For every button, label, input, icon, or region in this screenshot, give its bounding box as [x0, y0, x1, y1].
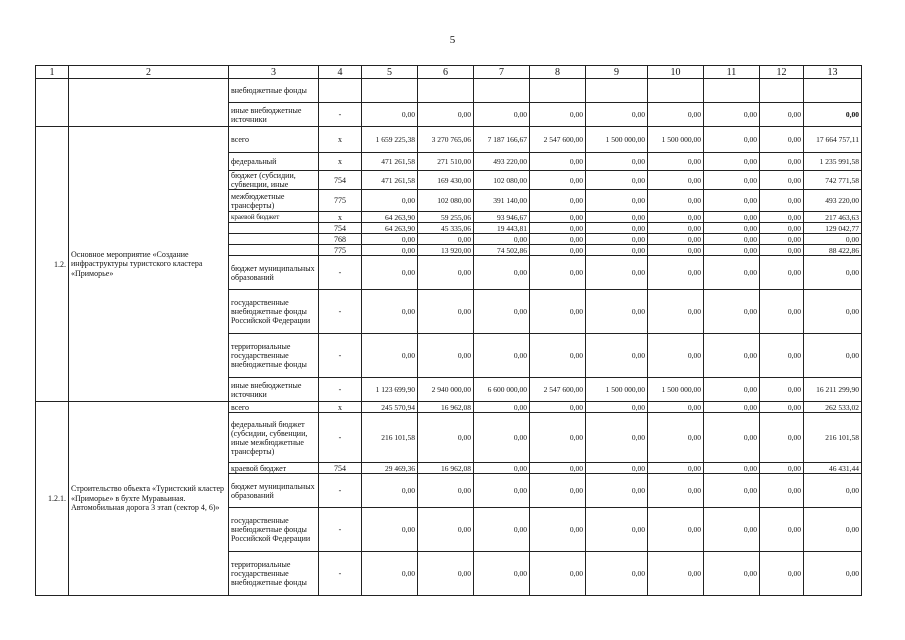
amount-cell: 471 261,58: [362, 171, 418, 190]
amount-cell: 271 510,00: [418, 153, 474, 171]
amount-cell: 216 101,58: [362, 413, 418, 463]
amount-cell: 0,00: [530, 190, 586, 212]
measure-index: 1.2.: [36, 127, 69, 402]
amount-cell: 0,00: [586, 256, 648, 290]
amount-cell: 88 422,86: [804, 245, 862, 256]
amount-cell: 0,00: [648, 413, 704, 463]
amount-cell: 0,00: [362, 190, 418, 212]
amount-cell: 0,00: [704, 127, 760, 153]
amount-cell: 0,00: [704, 223, 760, 234]
measure-name: Строительство объекта «Туристский кластер «Приморье» в бухте Муравьиная. Автомобильная дорога 3 этап (сектор 4, 6)»: [69, 402, 229, 596]
amount-cell: 0,00: [648, 402, 704, 413]
amount-cell: [704, 79, 760, 103]
header-row: [36, 66, 862, 79]
amount-cell: 17 664 757,11: [804, 127, 862, 153]
amount-cell: 0,00: [704, 212, 760, 223]
amount-cell: 2 547 600,00: [530, 127, 586, 153]
amount-cell: 0,00: [804, 552, 862, 596]
amount-cell: 0,00: [760, 245, 804, 256]
amount-cell: 0,00: [474, 413, 530, 463]
amount-cell: 0,00: [704, 153, 760, 171]
amount-cell: 0,00: [648, 508, 704, 552]
amount-cell: 0,00: [648, 463, 704, 474]
amount-cell: 2 547 600,00: [530, 378, 586, 402]
amount-cell: 64 263,90: [362, 212, 418, 223]
funding-source: территориальные государственные внебюджетные фонды: [229, 334, 319, 378]
amount-cell: 0,00: [704, 413, 760, 463]
blank-name-cell: [69, 79, 229, 127]
amount-cell: 0,00: [704, 103, 760, 127]
amount-cell: 0,00: [530, 290, 586, 334]
amount-cell: 0,00: [362, 256, 418, 290]
amount-cell: 0,00: [648, 234, 704, 245]
amount-cell: 0,00: [530, 153, 586, 171]
amount-cell: 0,00: [530, 245, 586, 256]
amount-cell: 0,00: [760, 103, 804, 127]
amount-cell: 493 220,00: [474, 153, 530, 171]
amount-cell: 0,00: [586, 212, 648, 223]
budget-code: -: [319, 378, 362, 402]
amount-cell: 0,00: [760, 223, 804, 234]
funding-source: федеральный: [229, 153, 319, 171]
budget-code: [319, 79, 362, 103]
amount-cell: 0,00: [760, 463, 804, 474]
funding-source: бюджет муниципальных образований: [229, 256, 319, 290]
amount-cell: 0,00: [648, 171, 704, 190]
amount-cell: 0,00: [586, 190, 648, 212]
budget-code: 754: [319, 463, 362, 474]
amount-cell: 64 263,90: [362, 223, 418, 234]
blank-index-cell: [36, 79, 69, 127]
amount-cell: 0,00: [586, 171, 648, 190]
amount-cell: 16 962,08: [418, 463, 474, 474]
table-row: [36, 127, 862, 153]
amount-cell: 0,00: [586, 474, 648, 508]
amount-cell: 0,00: [704, 234, 760, 245]
page-number: 5: [449, 34, 456, 46]
amount-cell: 0,00: [418, 508, 474, 552]
amount-cell: 1 500 000,00: [586, 127, 648, 153]
amount-cell: 0,00: [586, 413, 648, 463]
amount-cell: 1 500 000,00: [648, 378, 704, 402]
amount-cell: 0,00: [586, 552, 648, 596]
amount-cell: 216 101,58: [804, 413, 862, 463]
budget-code: -: [319, 334, 362, 378]
funding-source: иные внебюджетные источники: [229, 103, 319, 127]
amount-cell: 0,00: [648, 256, 704, 290]
column-header-7: 7: [474, 66, 530, 79]
amount-cell: 0,00: [530, 256, 586, 290]
column-header-4: 4: [319, 66, 362, 79]
amount-cell: 0,00: [474, 256, 530, 290]
amount-cell: 0,00: [704, 256, 760, 290]
column-header-8: 8: [530, 66, 586, 79]
amount-cell: [648, 79, 704, 103]
amount-cell: 1 659 225,38: [362, 127, 418, 153]
funding-source: иные внебюджетные источники: [229, 378, 319, 402]
amount-cell: 0,00: [648, 190, 704, 212]
funding-source: краевой бюджет: [229, 212, 319, 223]
amount-cell: 0,00: [418, 290, 474, 334]
table-row: [36, 402, 862, 413]
amount-cell: 0,00: [586, 508, 648, 552]
amount-cell: 0,00: [704, 463, 760, 474]
amount-cell: 0,00: [474, 552, 530, 596]
amount-cell: 0,00: [362, 508, 418, 552]
amount-cell: 0,00: [704, 402, 760, 413]
amount-cell: 0,00: [530, 334, 586, 378]
amount-cell: 0,00: [760, 413, 804, 463]
amount-cell: 493 220,00: [804, 190, 862, 212]
amount-cell: 0,00: [648, 290, 704, 334]
amount-cell: 0,00: [804, 103, 862, 127]
budget-code: -: [319, 256, 362, 290]
amount-cell: 0,00: [474, 463, 530, 474]
amount-cell: 0,00: [648, 103, 704, 127]
amount-cell: 0,00: [760, 474, 804, 508]
funding-source: [229, 245, 319, 256]
amount-cell: 0,00: [804, 256, 862, 290]
measure-name: Основное мероприятие «Создание инфраструктуры туристского кластера «Приморье»: [69, 127, 229, 402]
amount-cell: 0,00: [648, 474, 704, 508]
amount-cell: 0,00: [760, 127, 804, 153]
amount-cell: 3 270 765,06: [418, 127, 474, 153]
funding-source: внебюджетные фонды: [229, 79, 319, 103]
amount-cell: 0,00: [362, 474, 418, 508]
column-header-10: 10: [648, 66, 704, 79]
amount-cell: 6 600 000,00: [474, 378, 530, 402]
column-header-2: 2: [69, 66, 229, 79]
amount-cell: 0,00: [474, 402, 530, 413]
column-header-1: 1: [36, 66, 69, 79]
amount-cell: 0,00: [530, 234, 586, 245]
amount-cell: 0,00: [586, 103, 648, 127]
amount-cell: 0,00: [530, 223, 586, 234]
amount-cell: 45 335,06: [418, 223, 474, 234]
amount-cell: 0,00: [586, 463, 648, 474]
amount-cell: 0,00: [418, 413, 474, 463]
budget-code: -: [319, 508, 362, 552]
amount-cell: 1 500 000,00: [648, 127, 704, 153]
amount-cell: 0,00: [586, 153, 648, 171]
budget-code: -: [319, 552, 362, 596]
amount-cell: 1 123 699,90: [362, 378, 418, 402]
budget-code: х: [319, 127, 362, 153]
budget-code: -: [319, 103, 362, 127]
column-header-3: 3: [229, 66, 319, 79]
amount-cell: 0,00: [704, 552, 760, 596]
amount-cell: 0,00: [760, 212, 804, 223]
funding-source: всего: [229, 402, 319, 413]
amount-cell: 74 502,86: [474, 245, 530, 256]
amount-cell: 0,00: [804, 234, 862, 245]
funding-source: государственные внебюджетные фонды Российской Федерации: [229, 508, 319, 552]
amount-cell: [474, 79, 530, 103]
amount-cell: 0,00: [418, 552, 474, 596]
budget-code: х: [319, 212, 362, 223]
budget-code: 775: [319, 245, 362, 256]
budget-code: 754: [319, 171, 362, 190]
amount-cell: 0,00: [530, 212, 586, 223]
funding-source: межбюджетные трансферты): [229, 190, 319, 212]
column-header-9: 9: [586, 66, 648, 79]
amount-cell: 0,00: [474, 334, 530, 378]
amount-cell: 1 235 991,58: [804, 153, 862, 171]
funding-source: государственные внебюджетные фонды Российской Федерации: [229, 290, 319, 334]
amount-cell: 0,00: [704, 171, 760, 190]
column-header-13: 13: [804, 66, 862, 79]
amount-cell: 0,00: [586, 223, 648, 234]
amount-cell: 13 920,00: [418, 245, 474, 256]
amount-cell: 0,00: [760, 171, 804, 190]
budget-code: -: [319, 474, 362, 508]
amount-cell: 0,00: [418, 234, 474, 245]
amount-cell: 0,00: [362, 334, 418, 378]
amount-cell: 0,00: [760, 153, 804, 171]
amount-cell: 0,00: [474, 508, 530, 552]
amount-cell: 391 140,00: [474, 190, 530, 212]
budget-table: [35, 65, 862, 596]
amount-cell: 0,00: [648, 223, 704, 234]
amount-cell: 0,00: [648, 153, 704, 171]
amount-cell: 0,00: [704, 334, 760, 378]
amount-cell: 0,00: [362, 103, 418, 127]
amount-cell: 0,00: [648, 245, 704, 256]
amount-cell: 0,00: [530, 463, 586, 474]
amount-cell: 217 463,63: [804, 212, 862, 223]
amount-cell: 0,00: [586, 334, 648, 378]
amount-cell: 0,00: [760, 256, 804, 290]
amount-cell: 0,00: [704, 190, 760, 212]
budget-code: х: [319, 402, 362, 413]
amount-cell: 0,00: [804, 334, 862, 378]
amount-cell: 0,00: [804, 508, 862, 552]
funding-source: территориальные государственные внебюджетные фонды: [229, 552, 319, 596]
budget-code: 754: [319, 223, 362, 234]
amount-cell: 93 946,67: [474, 212, 530, 223]
amount-cell: 0,00: [362, 245, 418, 256]
amount-cell: 16 962,08: [418, 402, 474, 413]
amount-cell: 102 080,00: [418, 190, 474, 212]
amount-cell: 0,00: [704, 245, 760, 256]
amount-cell: 0,00: [804, 290, 862, 334]
amount-cell: [804, 79, 862, 103]
funding-source: краевой бюджет: [229, 463, 319, 474]
amount-cell: 0,00: [530, 552, 586, 596]
budget-code: 768: [319, 234, 362, 245]
amount-cell: 7 187 166,67: [474, 127, 530, 153]
amount-cell: 0,00: [760, 290, 804, 334]
amount-cell: 0,00: [760, 508, 804, 552]
funding-source: [229, 234, 319, 245]
funding-source: бюджет (субсидии, субвенции, иные: [229, 171, 319, 190]
amount-cell: 0,00: [704, 508, 760, 552]
amount-cell: 0,00: [586, 245, 648, 256]
amount-cell: 0,00: [474, 234, 530, 245]
amount-cell: 0,00: [586, 234, 648, 245]
amount-cell: [760, 79, 804, 103]
budget-code: х: [319, 153, 362, 171]
funding-source: бюджет муниципальных образований: [229, 474, 319, 508]
amount-cell: 0,00: [362, 234, 418, 245]
funding-source: всего: [229, 127, 319, 153]
amount-cell: 46 431,44: [804, 463, 862, 474]
amount-cell: 0,00: [418, 334, 474, 378]
amount-cell: 1 500 000,00: [586, 378, 648, 402]
amount-cell: 59 255,06: [418, 212, 474, 223]
amount-cell: 0,00: [760, 334, 804, 378]
amount-cell: 0,00: [530, 171, 586, 190]
amount-cell: 0,00: [760, 234, 804, 245]
amount-cell: 0,00: [648, 212, 704, 223]
amount-cell: 0,00: [760, 190, 804, 212]
amount-cell: 0,00: [474, 103, 530, 127]
amount-cell: 102 080,00: [474, 171, 530, 190]
column-header-6: 6: [418, 66, 474, 79]
amount-cell: 0,00: [474, 474, 530, 508]
column-header-5: 5: [362, 66, 418, 79]
budget-code: 775: [319, 190, 362, 212]
amount-cell: 0,00: [586, 290, 648, 334]
amount-cell: 262 533,02: [804, 402, 862, 413]
amount-cell: 0,00: [760, 552, 804, 596]
amount-cell: [586, 79, 648, 103]
amount-cell: 2 940 000,00: [418, 378, 474, 402]
amount-cell: 245 570,94: [362, 402, 418, 413]
amount-cell: 129 042,77: [804, 223, 862, 234]
amount-cell: 0,00: [704, 378, 760, 402]
amount-cell: 0,00: [530, 103, 586, 127]
funding-source: [229, 223, 319, 234]
amount-cell: 0,00: [760, 402, 804, 413]
amount-cell: [362, 79, 418, 103]
amount-cell: 0,00: [804, 474, 862, 508]
table-body: [36, 79, 862, 596]
measure-index: 1.2.1.: [36, 402, 69, 596]
amount-cell: 471 261,58: [362, 153, 418, 171]
amount-cell: 0,00: [530, 508, 586, 552]
amount-cell: 0,00: [586, 402, 648, 413]
funding-source: федеральный бюджет (субсидии, субвенции, иные межбюджетные трансферты): [229, 413, 319, 463]
amount-cell: 0,00: [362, 552, 418, 596]
budget-code: -: [319, 290, 362, 334]
amount-cell: 19 443,81: [474, 223, 530, 234]
amount-cell: 0,00: [648, 334, 704, 378]
amount-cell: 0,00: [704, 290, 760, 334]
amount-cell: 0,00: [530, 474, 586, 508]
amount-cell: 0,00: [418, 256, 474, 290]
amount-cell: 742 771,58: [804, 171, 862, 190]
column-header-11: 11: [704, 66, 760, 79]
budget-code: -: [319, 413, 362, 463]
amount-cell: 0,00: [418, 474, 474, 508]
column-header-12: 12: [760, 66, 804, 79]
amount-cell: 0,00: [760, 378, 804, 402]
amount-cell: 16 211 299,90: [804, 378, 862, 402]
amount-cell: 29 469,36: [362, 463, 418, 474]
amount-cell: 0,00: [704, 474, 760, 508]
amount-cell: 169 430,00: [418, 171, 474, 190]
table-row: [36, 79, 862, 103]
amount-cell: 0,00: [362, 290, 418, 334]
amount-cell: 0,00: [530, 413, 586, 463]
amount-cell: 0,00: [648, 552, 704, 596]
amount-cell: [530, 79, 586, 103]
amount-cell: 0,00: [530, 402, 586, 413]
amount-cell: 0,00: [418, 103, 474, 127]
amount-cell: 0,00: [474, 290, 530, 334]
amount-cell: [418, 79, 474, 103]
